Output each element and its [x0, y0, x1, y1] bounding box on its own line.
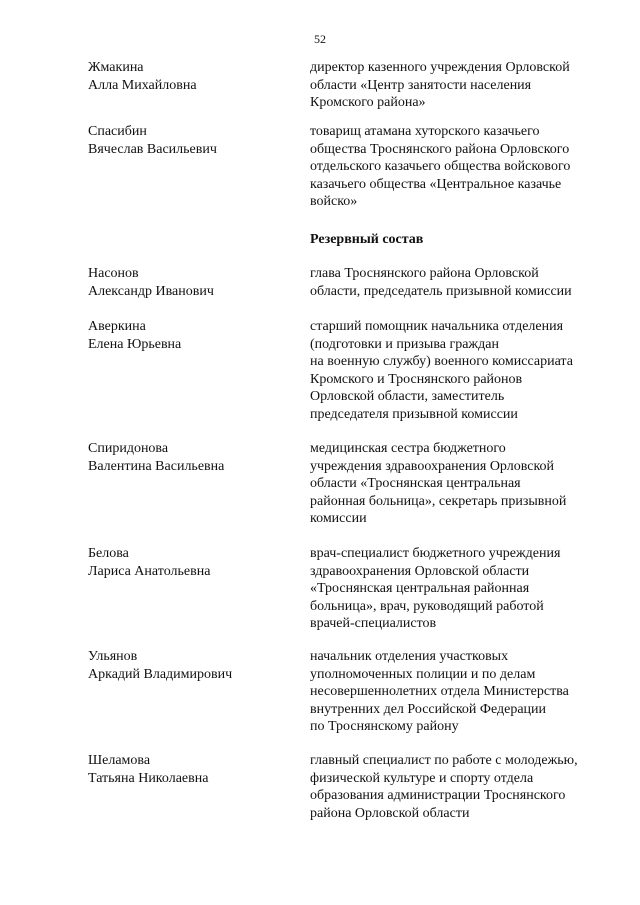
section-heading-reserve: Резервный состав	[310, 232, 424, 247]
member-position: врач-специалист бюджетного учреждения здравоохранения Орловской области «Троснянская центральная районная больница», врач, руководящий работой врачей-специалистов	[310, 546, 561, 631]
member-name	[88, 545, 288, 580]
member-surname: Ульянов	[88, 649, 138, 664]
member-given-names: Аркадий Владимирович	[88, 666, 233, 682]
member-surname: Шеламова	[88, 753, 151, 768]
member-position: директор казенного учреждения Орловской области «Центр занятости населения Кромского района»	[310, 60, 570, 110]
member-name	[88, 752, 288, 787]
member-name	[88, 648, 288, 683]
member-name	[88, 318, 288, 353]
member-surname: Спиридонова	[88, 441, 169, 456]
member-position: старший помощник начальника отделения (подготовки и призыва граждан на военную службу) военного комиссариата Кромского и Троснянского районов Орловской области, заместитель председателя призывной комиссии	[310, 319, 573, 422]
member-surname: Белова	[88, 546, 129, 561]
member-surname: Спасибин	[88, 124, 147, 139]
member-name	[88, 59, 288, 94]
member-name	[88, 440, 288, 475]
member-given-names: Валентина Васильевна	[88, 458, 225, 474]
member-surname: Насонов	[88, 266, 139, 281]
member-given-names: Вячеслав Васильевич	[88, 141, 217, 157]
member-position: главный специалист по работе с молодежью, физической культуре и спорту отдела образования администрации Троснянского района Орловской области	[310, 753, 578, 821]
member-position: медицинская сестра бюджетного учреждения здравоохранения Орловской области «Троснянская центральная районная больница», секретарь призывной комиссии	[310, 441, 567, 526]
member-position: глава Троснянского района Орловской области, председатель призывной комиссии	[310, 266, 572, 299]
member-position: начальник отделения участковых уполномоченных полиции и по делам несовершеннолетних отдела Министерства внутренних дел Российской Федерации по Троснянскому району	[310, 649, 569, 734]
member-name	[88, 123, 288, 158]
member-given-names: Алла Михайловна	[88, 77, 197, 93]
member-given-names: Александр Иванович	[88, 283, 214, 299]
member-name	[88, 265, 288, 300]
member-surname: Жмакина	[88, 60, 144, 75]
member-surname: Аверкина	[88, 319, 146, 334]
member-given-names: Татьяна Николаевна	[88, 770, 209, 786]
member-given-names: Елена Юрьевна	[88, 336, 182, 352]
member-position: товарищ атамана хуторского казачьего общества Троснянского района Орловского отдельского казачьего общества войскового казачьего общества «Центральное казачье войско»	[310, 124, 571, 209]
page-number: 52	[314, 32, 326, 46]
member-given-names: Лариса Анатольевна	[88, 563, 211, 579]
